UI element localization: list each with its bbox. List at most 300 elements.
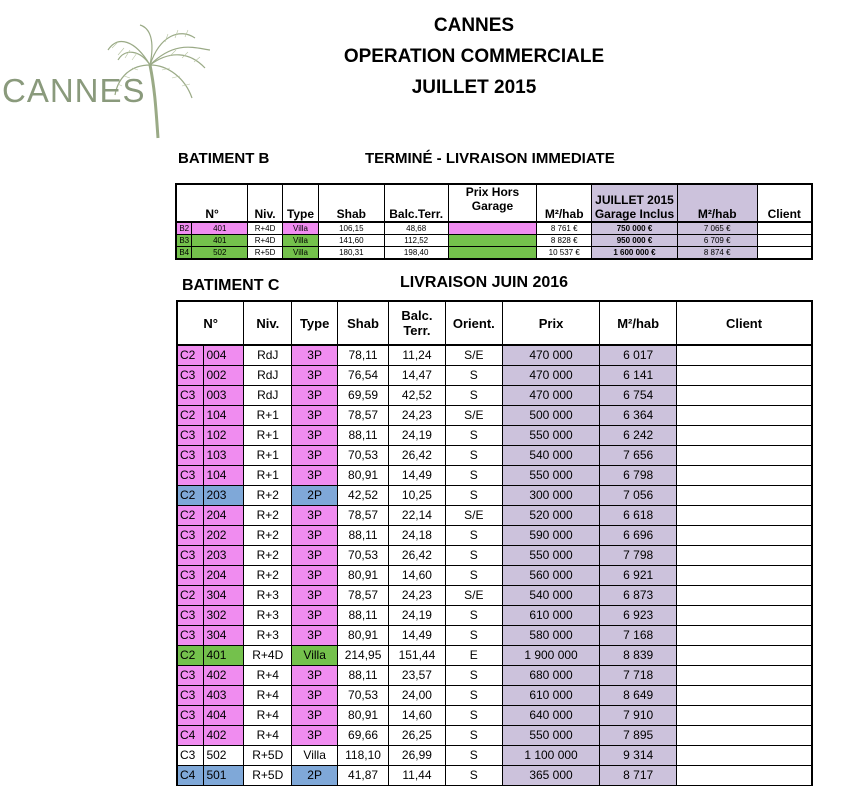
orientation-cell: S <box>445 566 502 586</box>
batiment-b-label: BATIMENT B <box>178 150 270 167</box>
client-cell <box>677 546 812 566</box>
shab-cell: 78,11 <box>338 345 389 366</box>
table-row <box>176 235 812 247</box>
orientation-cell: S/E <box>445 586 502 606</box>
level-cell: R+1 <box>244 466 292 486</box>
price-per-m2-cell: 8 828 € <box>537 235 592 247</box>
col-niv-header: Niv. <box>244 301 292 345</box>
balcony-cell: 14,49 <box>389 626 446 646</box>
level-cell: R+5D <box>248 247 283 260</box>
orientation-cell: S <box>445 366 502 386</box>
level-cell: R+4 <box>244 726 292 746</box>
orientation-cell: S <box>445 546 502 566</box>
shab-cell: 80,91 <box>338 566 389 586</box>
orientation-cell: S <box>445 466 502 486</box>
balcony-cell: 24,19 <box>389 426 446 446</box>
price-cell: 540 000 <box>502 446 600 466</box>
price-per-m2-cell: 7 910 <box>600 706 677 726</box>
client-cell <box>677 746 812 766</box>
balcony-cell: 48,68 <box>384 222 448 235</box>
balcony-cell: 14,60 <box>389 706 446 726</box>
price-per-m2-cell: 6 923 <box>600 606 677 626</box>
shab-cell: 70,53 <box>338 446 389 466</box>
type-cell: 3P <box>292 506 338 526</box>
lot-number-cell: 004 <box>204 345 244 366</box>
balcony-cell: 112,52 <box>384 235 448 247</box>
price-cell: 580 000 <box>502 626 600 646</box>
price-per-m2-cell: 8 839 <box>600 646 677 666</box>
lot-number-cell: 401 <box>204 646 244 666</box>
balcony-cell: 14,49 <box>389 466 446 486</box>
client-cell <box>757 222 812 235</box>
balcony-cell: 10,25 <box>389 486 446 506</box>
type-cell: 3P <box>292 546 338 566</box>
lot-number-cell: 402 <box>204 666 244 686</box>
lot-number-cell: 302 <box>204 606 244 626</box>
table-row <box>177 526 812 546</box>
price-incl-garage-cell: 750 000 € <box>592 222 678 235</box>
lot-number-cell: 403 <box>204 686 244 706</box>
lot-number-cell: 502 <box>192 247 248 260</box>
lot-number-cell: 203 <box>204 486 244 506</box>
lot-number-cell: 202 <box>204 526 244 546</box>
shab-cell: 69,66 <box>338 726 389 746</box>
type-cell: 3P <box>292 566 338 586</box>
price-per-m2-cell: 6 754 <box>600 386 677 406</box>
client-cell <box>677 666 812 686</box>
batiment-b-table <box>175 183 813 260</box>
building-cell: C2 <box>177 586 204 606</box>
balcony-cell: 24,18 <box>389 526 446 546</box>
level-cell: R+2 <box>244 526 292 546</box>
price-cell: 590 000 <box>502 526 600 546</box>
price-per-m2-incl-cell: 8 874 € <box>677 247 757 260</box>
type-cell: Villa <box>292 646 338 666</box>
client-cell <box>677 506 812 526</box>
client-cell <box>677 345 812 366</box>
client-cell <box>677 406 812 426</box>
col-num-header: N° <box>176 184 248 222</box>
level-cell: R+3 <box>244 606 292 626</box>
shab-cell: 41,87 <box>338 766 389 786</box>
price-per-m2-cell: 7 056 <box>600 486 677 506</box>
balcony-cell: 23,57 <box>389 666 446 686</box>
balcony-cell: 198,40 <box>384 247 448 260</box>
header-line-3: JUILLET 2015 <box>411 77 537 98</box>
level-cell: R+5D <box>244 766 292 786</box>
balcony-cell: 14,60 <box>389 566 446 586</box>
orientation-cell: S <box>445 746 502 766</box>
lot-number-cell: 502 <box>204 746 244 766</box>
price-per-m2-cell: 6 798 <box>600 466 677 486</box>
table-row <box>177 366 812 386</box>
shab-cell: 141,60 <box>318 235 384 247</box>
shab-cell: 88,11 <box>338 666 389 686</box>
lot-number-cell: 203 <box>204 546 244 566</box>
price-excl-garage-cell <box>448 235 537 247</box>
client-cell <box>677 566 812 586</box>
shab-cell: 78,57 <box>338 506 389 526</box>
lot-number-cell: 304 <box>204 586 244 606</box>
table-row <box>176 222 812 235</box>
table-row <box>177 466 812 486</box>
table-row <box>177 626 812 646</box>
table-row <box>177 506 812 526</box>
balcony-cell: 24,23 <box>389 586 446 606</box>
col-m2hab-header: M²/hab <box>600 301 677 345</box>
col-m2hab2-header: M²/hab <box>677 184 757 222</box>
price-per-m2-cell: 7 718 <box>600 666 677 686</box>
col-balc-header: Balc.Terr. <box>384 184 448 222</box>
building-cell: C3 <box>177 446 204 466</box>
level-cell: RdJ <box>244 386 292 406</box>
price-cell: 610 000 <box>502 606 600 626</box>
balcony-cell: 24,19 <box>389 606 446 626</box>
client-cell <box>677 586 812 606</box>
price-cell: 550 000 <box>502 466 600 486</box>
price-excl-garage-cell <box>448 247 537 260</box>
level-cell: R+4D <box>248 222 283 235</box>
level-cell: R+4D <box>248 235 283 247</box>
shab-cell: 80,91 <box>338 706 389 726</box>
orientation-cell: S <box>445 486 502 506</box>
price-per-m2-cell: 6 017 <box>600 345 677 366</box>
shab-cell: 88,11 <box>338 606 389 626</box>
price-per-m2-cell: 6 921 <box>600 566 677 586</box>
price-cell: 1 900 000 <box>502 646 600 666</box>
price-cell: 560 000 <box>502 566 600 586</box>
client-cell <box>677 766 812 786</box>
building-cell: C3 <box>177 606 204 626</box>
price-cell: 500 000 <box>502 406 600 426</box>
level-cell: R+3 <box>244 626 292 646</box>
shab-cell: 106,15 <box>318 222 384 235</box>
table-row <box>177 706 812 726</box>
orientation-cell: S <box>445 666 502 686</box>
type-cell: 3P <box>292 586 338 606</box>
level-cell: R+3 <box>244 586 292 606</box>
price-per-m2-cell: 10 537 € <box>537 247 592 260</box>
orientation-cell: S <box>445 686 502 706</box>
col-m2hab-header: M²/hab <box>537 184 592 222</box>
col-balc-header: Balc. Terr. <box>389 301 446 345</box>
price-per-m2-cell: 8 717 <box>600 766 677 786</box>
shab-cell: 78,57 <box>338 586 389 606</box>
type-cell: Villa <box>283 247 319 260</box>
building-cell: C3 <box>177 426 204 446</box>
table-row <box>177 486 812 506</box>
table-row <box>177 345 812 366</box>
price-per-m2-incl-cell: 7 065 € <box>677 222 757 235</box>
client-cell <box>677 626 812 646</box>
shab-cell: 76,54 <box>338 366 389 386</box>
table-row <box>177 566 812 586</box>
batiment-b-header-row <box>176 184 812 222</box>
orientation-cell: S <box>445 726 502 746</box>
document-header <box>300 10 648 103</box>
balcony-cell: 22,14 <box>389 506 446 526</box>
lot-number-cell: 103 <box>204 446 244 466</box>
shab-cell: 180,31 <box>318 247 384 260</box>
col-type-header: Type <box>283 184 319 222</box>
client-cell <box>757 235 812 247</box>
table-row <box>177 726 812 746</box>
lot-number-cell: 003 <box>204 386 244 406</box>
table-row <box>177 746 812 766</box>
table-row <box>177 666 812 686</box>
type-cell: 3P <box>292 446 338 466</box>
building-cell: B4 <box>176 247 192 260</box>
level-cell: R+1 <box>244 426 292 446</box>
shab-cell: 88,11 <box>338 526 389 546</box>
building-cell: B2 <box>176 222 192 235</box>
balcony-cell: 11,24 <box>389 345 446 366</box>
logo <box>0 20 215 140</box>
building-cell: C2 <box>177 345 204 366</box>
shab-cell: 69,59 <box>338 386 389 406</box>
building-cell: C3 <box>177 566 204 586</box>
batiment-c-title: LIVRAISON JUIN 2016 <box>400 274 569 291</box>
price-per-m2-incl-cell: 6 709 € <box>677 235 757 247</box>
table-row <box>176 247 812 260</box>
building-cell: C3 <box>177 526 204 546</box>
col-niv-header: Niv. <box>248 184 283 222</box>
client-cell <box>677 426 812 446</box>
balcony-cell: 24,00 <box>389 686 446 706</box>
balcony-cell: 26,99 <box>389 746 446 766</box>
price-per-m2-cell: 6 141 <box>600 366 677 386</box>
client-cell <box>677 486 812 506</box>
lot-number-cell: 501 <box>204 766 244 786</box>
lot-number-cell: 102 <box>204 426 244 446</box>
type-cell: 3P <box>292 726 338 746</box>
price-cell: 550 000 <box>502 426 600 446</box>
orientation-cell: S <box>445 626 502 646</box>
col-shab-header: Shab <box>318 184 384 222</box>
client-cell <box>677 386 812 406</box>
type-cell: 3P <box>292 526 338 546</box>
table-row <box>177 546 812 566</box>
type-cell: 3P <box>292 386 338 406</box>
building-cell: C3 <box>177 546 204 566</box>
price-per-m2-cell: 7 895 <box>600 726 677 746</box>
building-cell: C2 <box>177 646 204 666</box>
table-row <box>177 766 812 786</box>
table-row <box>177 686 812 706</box>
building-cell: C3 <box>177 626 204 646</box>
shab-cell: 80,91 <box>338 626 389 646</box>
price-per-m2-cell: 8 649 <box>600 686 677 706</box>
client-cell <box>677 646 812 666</box>
price-incl-garage-cell: 1 600 000 € <box>592 247 678 260</box>
shab-cell: 88,11 <box>338 426 389 446</box>
price-per-m2-cell: 6 618 <box>600 506 677 526</box>
level-cell: R+4 <box>244 706 292 726</box>
price-cell: 365 000 <box>502 766 600 786</box>
col-type-header: Type <box>292 301 338 345</box>
price-cell: 470 000 <box>502 366 600 386</box>
balcony-cell: 11,44 <box>389 766 446 786</box>
orientation-cell: S/E <box>445 506 502 526</box>
orientation-cell: S <box>445 446 502 466</box>
level-cell: R+1 <box>244 446 292 466</box>
price-incl-garage-cell: 950 000 € <box>592 235 678 247</box>
shab-cell: 80,91 <box>338 466 389 486</box>
table-row <box>177 426 812 446</box>
price-cell: 550 000 <box>502 546 600 566</box>
building-cell: C3 <box>177 386 204 406</box>
building-cell: C4 <box>177 766 204 786</box>
price-per-m2-cell: 7 798 <box>600 546 677 566</box>
price-cell: 520 000 <box>502 506 600 526</box>
level-cell: R+4D <box>244 646 292 666</box>
table-row <box>177 646 812 666</box>
lot-number-cell: 402 <box>204 726 244 746</box>
building-cell: C3 <box>177 666 204 686</box>
batiment-c-table <box>176 300 813 786</box>
building-cell: C2 <box>177 406 204 426</box>
orientation-cell: S <box>445 606 502 626</box>
type-cell: 3P <box>292 606 338 626</box>
client-cell <box>757 247 812 260</box>
lot-number-cell: 304 <box>204 626 244 646</box>
orientation-cell: S <box>445 766 502 786</box>
type-cell: 3P <box>292 345 338 366</box>
balcony-cell: 26,42 <box>389 546 446 566</box>
price-cell: 550 000 <box>502 726 600 746</box>
col-client-header: Client <box>677 301 812 345</box>
shab-cell: 78,57 <box>338 406 389 426</box>
building-cell: C4 <box>177 726 204 746</box>
orientation-cell: S <box>445 706 502 726</box>
orientation-cell: S <box>445 386 502 406</box>
price-cell: 300 000 <box>502 486 600 506</box>
client-cell <box>677 726 812 746</box>
client-cell <box>677 526 812 546</box>
orientation-cell: S/E <box>445 406 502 426</box>
batiment-b-title: TERMINÉ - LIVRAISON IMMEDIATE <box>365 150 615 167</box>
col-orient-header: Orient. <box>445 301 502 345</box>
level-cell: R+2 <box>244 486 292 506</box>
balcony-cell: 42,52 <box>389 386 446 406</box>
price-per-m2-cell: 7 168 <box>600 626 677 646</box>
price-per-m2-cell: 6 696 <box>600 526 677 546</box>
client-cell <box>677 366 812 386</box>
type-cell: 3P <box>292 666 338 686</box>
balcony-cell: 151,44 <box>389 646 446 666</box>
type-cell: 3P <box>292 466 338 486</box>
lot-number-cell: 204 <box>204 566 244 586</box>
col-client-header: Client <box>757 184 812 222</box>
level-cell: R+2 <box>244 566 292 586</box>
table-row <box>177 606 812 626</box>
price-per-m2-cell: 6 364 <box>600 406 677 426</box>
balcony-cell: 24,23 <box>389 406 446 426</box>
col-prix-header: Prix <box>502 301 600 345</box>
shab-cell: 214,95 <box>338 646 389 666</box>
col-num-header: N° <box>177 301 244 345</box>
balcony-cell: 14,47 <box>389 366 446 386</box>
batiment-c-header-row <box>177 301 812 345</box>
level-cell: R+4 <box>244 666 292 686</box>
batiment-c-label: BATIMENT C <box>182 277 280 294</box>
client-cell <box>677 466 812 486</box>
level-cell: RdJ <box>244 345 292 366</box>
building-cell: C2 <box>177 506 204 526</box>
price-cell: 640 000 <box>502 706 600 726</box>
price-per-m2-cell: 7 656 <box>600 446 677 466</box>
type-cell: 3P <box>292 426 338 446</box>
type-cell: 3P <box>292 706 338 726</box>
lot-number-cell: 404 <box>204 706 244 726</box>
price-per-m2-cell: 6 242 <box>600 426 677 446</box>
price-excl-garage-cell <box>448 222 537 235</box>
price-cell: 1 100 000 <box>502 746 600 766</box>
orientation-cell: S <box>445 426 502 446</box>
col-shab-header: Shab <box>338 301 389 345</box>
level-cell: R+1 <box>244 406 292 426</box>
building-cell: C2 <box>177 486 204 506</box>
col-juillet-header: JUILLET 2015 Garage Inclus <box>592 184 678 222</box>
client-cell <box>677 446 812 466</box>
shab-cell: 70,53 <box>338 546 389 566</box>
type-cell: 2P <box>292 766 338 786</box>
orientation-cell: E <box>445 646 502 666</box>
type-cell: 2P <box>292 486 338 506</box>
lot-number-cell: 401 <box>192 222 248 235</box>
lot-number-cell: 104 <box>204 406 244 426</box>
client-cell <box>677 606 812 626</box>
shab-cell: 70,53 <box>338 686 389 706</box>
level-cell: R+2 <box>244 506 292 526</box>
price-cell: 540 000 <box>502 586 600 606</box>
lot-number-cell: 204 <box>204 506 244 526</box>
logo-text: CANNES <box>2 72 146 109</box>
type-cell: Villa <box>283 222 319 235</box>
orientation-cell: S/E <box>445 345 502 366</box>
header-line-2: OPERATION COMMERCIALE <box>343 46 605 67</box>
table-row <box>177 586 812 606</box>
orientation-cell: S <box>445 526 502 546</box>
lot-number-cell: 401 <box>192 235 248 247</box>
client-cell <box>677 706 812 726</box>
table-row <box>177 406 812 426</box>
price-per-m2-cell: 9 314 <box>600 746 677 766</box>
lot-number-cell: 002 <box>204 366 244 386</box>
type-cell: 3P <box>292 686 338 706</box>
table-row <box>177 386 812 406</box>
price-cell: 680 000 <box>502 666 600 686</box>
building-cell: C3 <box>177 686 204 706</box>
balcony-cell: 26,25 <box>389 726 446 746</box>
type-cell: 3P <box>292 406 338 426</box>
type-cell: 3P <box>292 366 338 386</box>
type-cell: Villa <box>283 235 319 247</box>
building-cell: C3 <box>177 706 204 726</box>
col-prix-hors-garage-header: Prix Hors Garage <box>448 184 537 222</box>
price-per-m2-cell: 6 873 <box>600 586 677 606</box>
lot-number-cell: 104 <box>204 466 244 486</box>
shab-cell: 42,52 <box>338 486 389 506</box>
header-line-1: CANNES <box>433 15 515 36</box>
price-cell: 610 000 <box>502 686 600 706</box>
building-cell: C3 <box>177 366 204 386</box>
type-cell: 3P <box>292 626 338 646</box>
type-cell: Villa <box>292 746 338 766</box>
level-cell: R+4 <box>244 686 292 706</box>
level-cell: RdJ <box>244 366 292 386</box>
table-row <box>177 446 812 466</box>
